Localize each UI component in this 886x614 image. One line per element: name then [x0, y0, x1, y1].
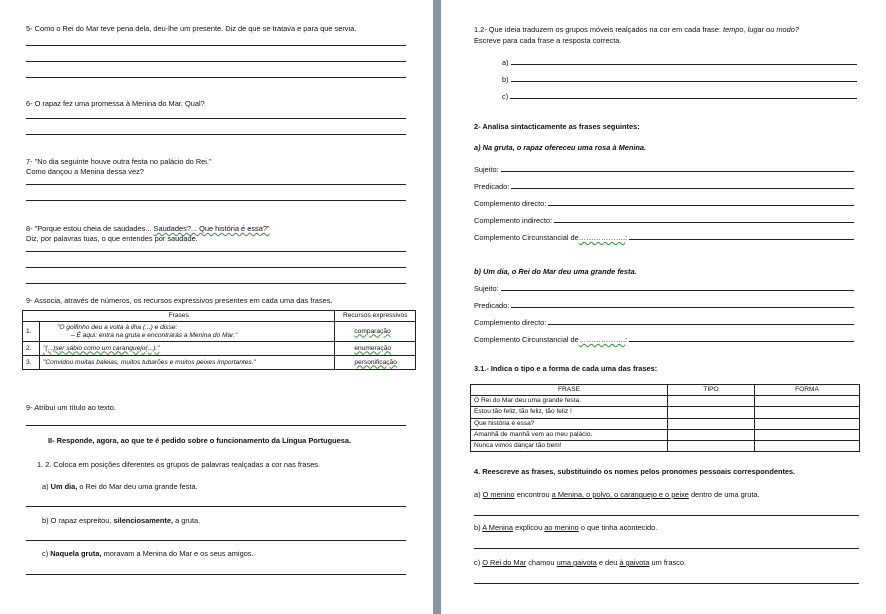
sentence-label: a) [42, 482, 51, 491]
answer-line[interactable] [474, 515, 859, 516]
table-row [23, 322, 416, 342]
sentence-a [42, 482, 198, 491]
table-header [23, 311, 416, 322]
row-number: 3. [23, 356, 40, 370]
field-complemento-directo[interactable] [474, 199, 854, 208]
sentence-verb: encontrou [514, 490, 552, 499]
question-2: 2- Analisa sintacticamente as frases seguintes: [474, 122, 640, 131]
table-row [471, 407, 860, 418]
answer-line[interactable] [26, 251, 406, 252]
sentence-start: b) O rapaz espreitou, [42, 516, 114, 525]
field-predicado[interactable] [474, 301, 854, 310]
answer-row-a[interactable] [502, 58, 857, 67]
table-row [23, 356, 416, 370]
question-5: 5- Como o Rei do Mar teve pena dela, deu-lhe um presente. Diz de que se tratava e para que servia. [26, 24, 357, 33]
question-7: Como dançou a Menina dessa vez? [26, 167, 144, 176]
sentence-label: c) [474, 558, 483, 567]
sentence-rest: moravam a Menina do Mar e os seus amigos. [101, 549, 254, 558]
sentence-verb: e deu [596, 558, 620, 567]
header-recursos: Recursos expressivos [335, 311, 416, 322]
answer-line[interactable] [511, 81, 857, 82]
answer-line[interactable] [26, 184, 406, 185]
cell-forma[interactable] [755, 418, 860, 429]
header-tipo: TIPO [668, 385, 755, 396]
field-complemento-directo[interactable] [474, 318, 854, 327]
answer-line[interactable] [510, 98, 857, 99]
underlined-noun: O Rei do Mar [482, 558, 527, 567]
underlined-noun: ao menino [544, 523, 579, 532]
table-row [471, 396, 860, 407]
row-frase: Nunca vimos dançar tão bem! [471, 441, 668, 452]
row-recurso [335, 342, 416, 356]
answer-line[interactable] [26, 45, 406, 46]
row-phrase [40, 322, 335, 342]
header-frases: Frases [23, 311, 335, 322]
answer-line[interactable] [26, 77, 406, 78]
row-frase: Que história é essa? [471, 418, 668, 429]
cell-tipo[interactable] [668, 429, 755, 440]
option-label: b) [502, 75, 509, 84]
sentence-verb: chamou [526, 558, 557, 567]
field-label: Sujeito: [474, 165, 499, 174]
page-right [441, 0, 886, 614]
row-recurso [335, 356, 416, 370]
sentence-label: c) [42, 549, 51, 558]
answer-line[interactable] [548, 324, 854, 325]
blank-placeholder: ………………. [578, 233, 626, 242]
resources-table [22, 310, 416, 370]
cell-tipo[interactable] [668, 396, 755, 407]
row-frase: O Rei do Mar deu uma grande festa. [471, 396, 668, 407]
answer-line[interactable] [26, 61, 406, 62]
sentence-label: b) [474, 523, 483, 532]
answer-line[interactable] [26, 118, 406, 119]
question-7-quote: 7- "No dia seguinte houve outra festa no palácio do Rei." [26, 157, 212, 166]
answer-line[interactable] [629, 239, 854, 240]
sentence-rest: o que tinha acontecido. [578, 523, 658, 532]
underlined-noun: A Menina [482, 523, 514, 532]
quote-part: 8- "Porque estou cheia de saudades... [26, 224, 154, 233]
sentence-c [42, 549, 254, 558]
table-row [471, 429, 860, 440]
question-3-1: 3.1.- Indica o tipo e a forma de cada uma das frases: [474, 364, 658, 373]
phrase-line: – É aqui: entra na gruta e encontrarás a Menina do Mar." [71, 331, 238, 339]
highlighted-group: Um dia, [50, 482, 78, 491]
question-4: 4. Reescreve as frases, substituindo os nomes pelos pronomes pessoais correspondentes. [474, 467, 796, 476]
cell-forma[interactable] [755, 396, 860, 407]
answer-line[interactable] [501, 290, 854, 291]
sentence-b [42, 516, 200, 525]
question-8: Diz, por palavras tuas, o que entendes por saudade. [26, 234, 198, 243]
field-complemento-circunstancial[interactable] [474, 335, 854, 344]
row-number: 1. [23, 322, 40, 342]
field-predicado[interactable] [474, 182, 854, 191]
field-colon: : [625, 233, 628, 242]
field-sujeito[interactable] [474, 284, 854, 293]
table-header [471, 385, 860, 396]
sentence-rest: o Rei do Mar deu uma grande festa. [77, 482, 198, 491]
question-1-2-idea [474, 25, 874, 34]
recurso-text: personificação [354, 358, 397, 366]
answer-row-b[interactable] [502, 75, 857, 84]
cell-forma[interactable] [755, 429, 860, 440]
page-left [0, 0, 433, 614]
underlined-noun: O menino [482, 490, 515, 499]
row-frase: Estou tão feliz, tão feliz, tão feliz ! [471, 407, 668, 418]
question-text: 1.2- Que ideia traduzem os grupos móveis realçados na cor em cada frase: [474, 25, 723, 34]
phrase-line: "(...)ser sábio como um caranguejo(...)." [43, 344, 160, 352]
field-label: Predicado: [474, 301, 510, 310]
highlighted-group: silenciosamente, [113, 516, 174, 525]
table-row [23, 342, 416, 356]
sentence-type-table [470, 384, 860, 452]
answer-line[interactable] [26, 540, 406, 541]
rewrite-sentence-c [474, 558, 686, 567]
field-label: Complemento Circunstancial de [474, 335, 579, 344]
header-forma: FORMA [755, 385, 860, 396]
rewrite-sentence-a [474, 490, 760, 499]
field-complemento-indirecto[interactable] [474, 216, 854, 225]
rewrite-sentence-b [474, 523, 657, 532]
field-label: Complemento indirecto: [474, 216, 553, 225]
field-colon: : [625, 335, 628, 344]
blank-placeholder: ………………. [578, 335, 626, 344]
field-label: Complemento directo: [474, 199, 547, 208]
answer-line[interactable] [474, 583, 859, 584]
option-label: c) [502, 92, 509, 101]
question-1-2: 1. 2. Coloca em posições diferentes os grupos de palavras realçadas a cor nas frases. [37, 460, 321, 469]
answer-line[interactable] [26, 200, 406, 201]
answer-row-c[interactable] [502, 92, 857, 101]
sentence-a-analysis: a) Na gruta, o rapaz ofereceu uma rosa à Menina. [474, 143, 647, 152]
part-ii-heading: II- Responde, agora, ao que te é pedido sobre o funcionamento da Língua Portuguesa. [48, 436, 352, 445]
answer-line[interactable] [26, 574, 406, 575]
cell-tipo[interactable] [668, 407, 755, 418]
answer-line[interactable] [511, 64, 857, 65]
field-label: Sujeito: [474, 284, 499, 293]
answer-line[interactable] [474, 548, 859, 549]
question-9b: 9- Atribui um título ao texto. [26, 403, 116, 412]
underlined-noun: à gaivota [619, 558, 650, 567]
option-label: a) [502, 58, 509, 67]
question-1-2-instruction: Escreve para cada frase a resposta correcta. [474, 36, 622, 45]
answer-line[interactable] [26, 425, 406, 426]
highlighted-group: Naquela gruta, [50, 549, 102, 558]
question-6: 6- O rapaz fez uma promessa à Menina do Mar. Qual? [26, 99, 205, 108]
quote-part-flagged: Saudades?... Que história é essa?" [153, 224, 270, 233]
field-label: Complemento directo: [474, 318, 547, 327]
field-sujeito[interactable] [474, 165, 854, 174]
field-complemento-circunstancial[interactable] [474, 233, 854, 242]
answer-line[interactable] [26, 267, 406, 268]
answer-line[interactable] [26, 283, 406, 284]
phrase-line: "O golfinho deu a volta à ilha (...) e disse: [57, 323, 178, 331]
header-frase: FRASE [471, 385, 668, 396]
sentence-label: a) [474, 490, 483, 499]
sentence-rest: a gruta. [173, 516, 201, 525]
cell-forma[interactable] [755, 441, 860, 452]
underlined-noun: uma gaivota [556, 558, 597, 567]
row-phrase [40, 342, 335, 356]
answer-line[interactable] [511, 307, 854, 308]
sentence-b-analysis: b) Um dia, o Rei do Mar deu uma grande festa. [474, 267, 637, 276]
answer-line[interactable] [26, 506, 406, 507]
question-options: tempo, lugar ou modo? [722, 25, 799, 34]
row-frase: Amanhã de manhã vem ao meu palácio. [471, 429, 668, 440]
row-recurso [335, 322, 416, 342]
row-number: 2. [23, 342, 40, 356]
field-label: Complemento Circunstancial de [474, 233, 579, 242]
cell-forma[interactable] [755, 407, 860, 418]
cell-tipo[interactable] [668, 441, 755, 452]
answer-line[interactable] [629, 341, 854, 342]
question-8-quote [26, 224, 270, 233]
underlined-noun: a Menina, o polvo, o caranguejo e o peixe [551, 490, 689, 499]
cell-tipo[interactable] [668, 418, 755, 429]
answer-line[interactable] [501, 171, 854, 172]
table-row [471, 418, 860, 429]
table-row [471, 441, 860, 452]
sentence-verb: explicou [513, 523, 545, 532]
answer-line[interactable] [548, 205, 854, 206]
row-phrase: "Convidou muitas baleias, muitos tubarões e muitos peixes importantes." [40, 356, 335, 370]
field-label: Predicado: [474, 182, 510, 191]
sentence-rest: dentro de uma gruta. [688, 490, 760, 499]
recurso-text: comparação [354, 327, 391, 335]
sentence-rest: um frasco. [649, 558, 687, 567]
answer-line[interactable] [26, 134, 406, 135]
answer-line[interactable] [554, 222, 854, 223]
question-9: 9- Associa, através de números, os recursos expressivos presentes em cada uma das frases. [26, 296, 333, 305]
answer-line[interactable] [511, 188, 854, 189]
recurso-text: enumeração [354, 344, 392, 352]
